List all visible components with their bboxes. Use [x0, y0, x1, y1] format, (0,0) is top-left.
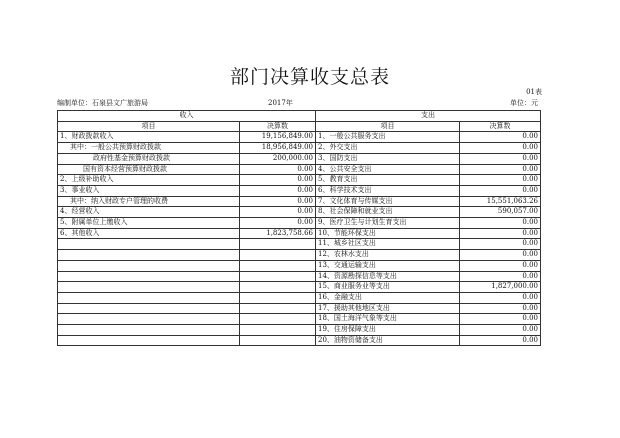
- table-row: [58, 314, 541, 325]
- table-row: [58, 228, 541, 239]
- expense-item-cell: 4、公共安全支出: [316, 164, 460, 175]
- expense-amount-cell: 0.00: [460, 303, 541, 314]
- organization-label: 编制单位：石泉县文广旅游局: [57, 99, 148, 107]
- table-row: [58, 153, 541, 164]
- expense-item-cell: 14、资源勘探信息等支出: [316, 271, 460, 282]
- expense-amount-column-header: 决算数: [460, 121, 541, 132]
- table-row: [58, 292, 541, 303]
- table-column-header-row: [58, 121, 541, 132]
- expense-item-cell: 20、油物资储备支出: [316, 335, 460, 346]
- expense-amount-cell: 15,551,063.26: [460, 196, 541, 207]
- income-amount-cell: [240, 292, 316, 303]
- expense-amount-cell: 0.00: [460, 325, 541, 336]
- expense-item-cell: 11、城乡社区支出: [316, 239, 460, 250]
- expense-item-cell: 17、援助其他地区支出: [316, 303, 460, 314]
- income-amount-cell: [240, 239, 316, 250]
- table-row: [58, 164, 541, 175]
- income-item-cell: [58, 282, 240, 293]
- expense-section-header: 支出: [316, 111, 541, 122]
- expense-item-cell: 9、医疗卫生与计划生育支出: [316, 218, 460, 229]
- income-item-cell: [58, 271, 240, 282]
- expense-item-cell: 2、外交支出: [316, 143, 460, 154]
- income-item-cell: [58, 239, 240, 250]
- table-row: [58, 207, 541, 218]
- income-amount-cell: 0.00: [240, 207, 316, 218]
- expense-amount-cell: 0.00: [460, 228, 541, 239]
- income-amount-cell: [240, 250, 316, 261]
- form-number: 01表: [526, 88, 542, 96]
- income-item-cell: [58, 325, 240, 336]
- income-item-cell: 5、附属单位上缴收入: [58, 218, 240, 229]
- table-row: [58, 239, 541, 250]
- income-item-cell: 其中：一般公共预算财政拨款: [58, 143, 240, 154]
- income-item-cell: [58, 335, 240, 346]
- table-row: [58, 143, 541, 154]
- table-row: [58, 196, 541, 207]
- income-amount-cell: 200,000.00: [240, 153, 316, 164]
- currency-unit-label: 单位：元: [510, 99, 538, 107]
- income-item-cell: [58, 292, 240, 303]
- expense-amount-cell: 0.00: [460, 239, 541, 250]
- income-amount-cell: [240, 335, 316, 346]
- income-item-cell: [58, 260, 240, 271]
- income-item-cell: [58, 303, 240, 314]
- table-row: [58, 250, 541, 261]
- table-row: [58, 175, 541, 186]
- expense-item-cell: 18、国土海洋气象等支出: [316, 314, 460, 325]
- expense-amount-cell: 590,057.00: [460, 207, 541, 218]
- table-body: [58, 132, 541, 346]
- expense-amount-cell: 0.00: [460, 314, 541, 325]
- header-info-line: [57, 98, 538, 108]
- income-section-header: 收入: [58, 111, 316, 122]
- table-row: [58, 185, 541, 196]
- expense-item-cell: 16、金融支出: [316, 292, 460, 303]
- expense-item-cell: 8、社会保障和就业支出: [316, 207, 460, 218]
- income-item-cell: 1、财政拨款收入: [58, 132, 240, 143]
- income-item-cell: 其中：纳入财政专户管理的收费: [58, 196, 240, 207]
- income-amount-cell: [240, 260, 316, 271]
- income-amount-cell: 0.00: [240, 218, 316, 229]
- income-amount-cell: [240, 271, 316, 282]
- table-row: [58, 218, 541, 229]
- expense-amount-cell: 0.00: [460, 260, 541, 271]
- expense-item-cell: 12、农林水支出: [316, 250, 460, 261]
- expense-amount-cell: 0.00: [460, 185, 541, 196]
- income-item-cell: 6、其他收入: [58, 228, 240, 239]
- expense-amount-cell: 0.00: [460, 271, 541, 282]
- income-item-cell: 政府性基金预算财政拨款: [58, 153, 240, 164]
- income-item-cell: 4、经营收入: [58, 207, 240, 218]
- expense-amount-cell: 0.00: [460, 175, 541, 186]
- income-amount-cell: 0.00: [240, 175, 316, 186]
- expense-amount-cell: 0.00: [460, 218, 541, 229]
- expense-item-cell: 1、一般公共服务支出: [316, 132, 460, 143]
- income-amount-cell: 18,956,849.00: [240, 143, 316, 154]
- expense-item-cell: 10、节能环保支出: [316, 228, 460, 239]
- expense-item-cell: 3、国防支出: [316, 153, 460, 164]
- income-item-cell: 3、事业收入: [58, 185, 240, 196]
- income-item-cell: 国有资本经营预算财政拨款: [58, 164, 240, 175]
- income-amount-cell: 0.00: [240, 185, 316, 196]
- income-amount-column-header: 决算数: [240, 121, 316, 132]
- expense-item-cell: 19、住房保障支出: [316, 325, 460, 336]
- expense-item-cell: 6、科学技术支出: [316, 185, 460, 196]
- table-row: [58, 282, 541, 293]
- expense-item-cell: 15、商业服务业等支出: [316, 282, 460, 293]
- table-row: [58, 335, 541, 346]
- expense-amount-cell: 1,827,000.00: [460, 282, 541, 293]
- table-section-header-row: [58, 111, 541, 122]
- expense-item-column-header: 项目: [316, 121, 460, 132]
- income-expense-table: [57, 110, 541, 346]
- year-label: 2017年: [268, 99, 293, 107]
- table-row: [58, 260, 541, 271]
- income-item-cell: 2、上级补助收入: [58, 175, 240, 186]
- expense-item-cell: 13、交通运输支出: [316, 260, 460, 271]
- table-row: [58, 325, 541, 336]
- expense-amount-cell: 0.00: [460, 132, 541, 143]
- page-title: 部门决算收支总表: [229, 66, 390, 88]
- expense-amount-cell: 0.00: [460, 292, 541, 303]
- expense-amount-cell: 0.00: [460, 164, 541, 175]
- income-amount-cell: 0.00: [240, 196, 316, 207]
- table-row: [58, 303, 541, 314]
- income-amount-cell: [240, 303, 316, 314]
- expense-item-cell: 5、教育支出: [316, 175, 460, 186]
- income-item-column-header: 项目: [58, 121, 240, 132]
- income-amount-cell: 19,156,849.00: [240, 132, 316, 143]
- income-amount-cell: [240, 325, 316, 336]
- income-item-cell: [58, 314, 240, 325]
- expense-amount-cell: 0.00: [460, 250, 541, 261]
- income-amount-cell: 0.00: [240, 164, 316, 175]
- income-amount-cell: [240, 314, 316, 325]
- table-row: [58, 271, 541, 282]
- income-item-cell: [58, 250, 240, 261]
- expense-amount-cell: 0.00: [460, 335, 541, 346]
- table-row: [58, 132, 541, 143]
- income-amount-cell: 1,823,758.66: [240, 228, 316, 239]
- income-amount-cell: [240, 282, 316, 293]
- expense-item-cell: 7、文化体育与传媒支出: [316, 196, 460, 207]
- expense-amount-cell: 0.00: [460, 143, 541, 154]
- expense-amount-cell: 0.00: [460, 153, 541, 164]
